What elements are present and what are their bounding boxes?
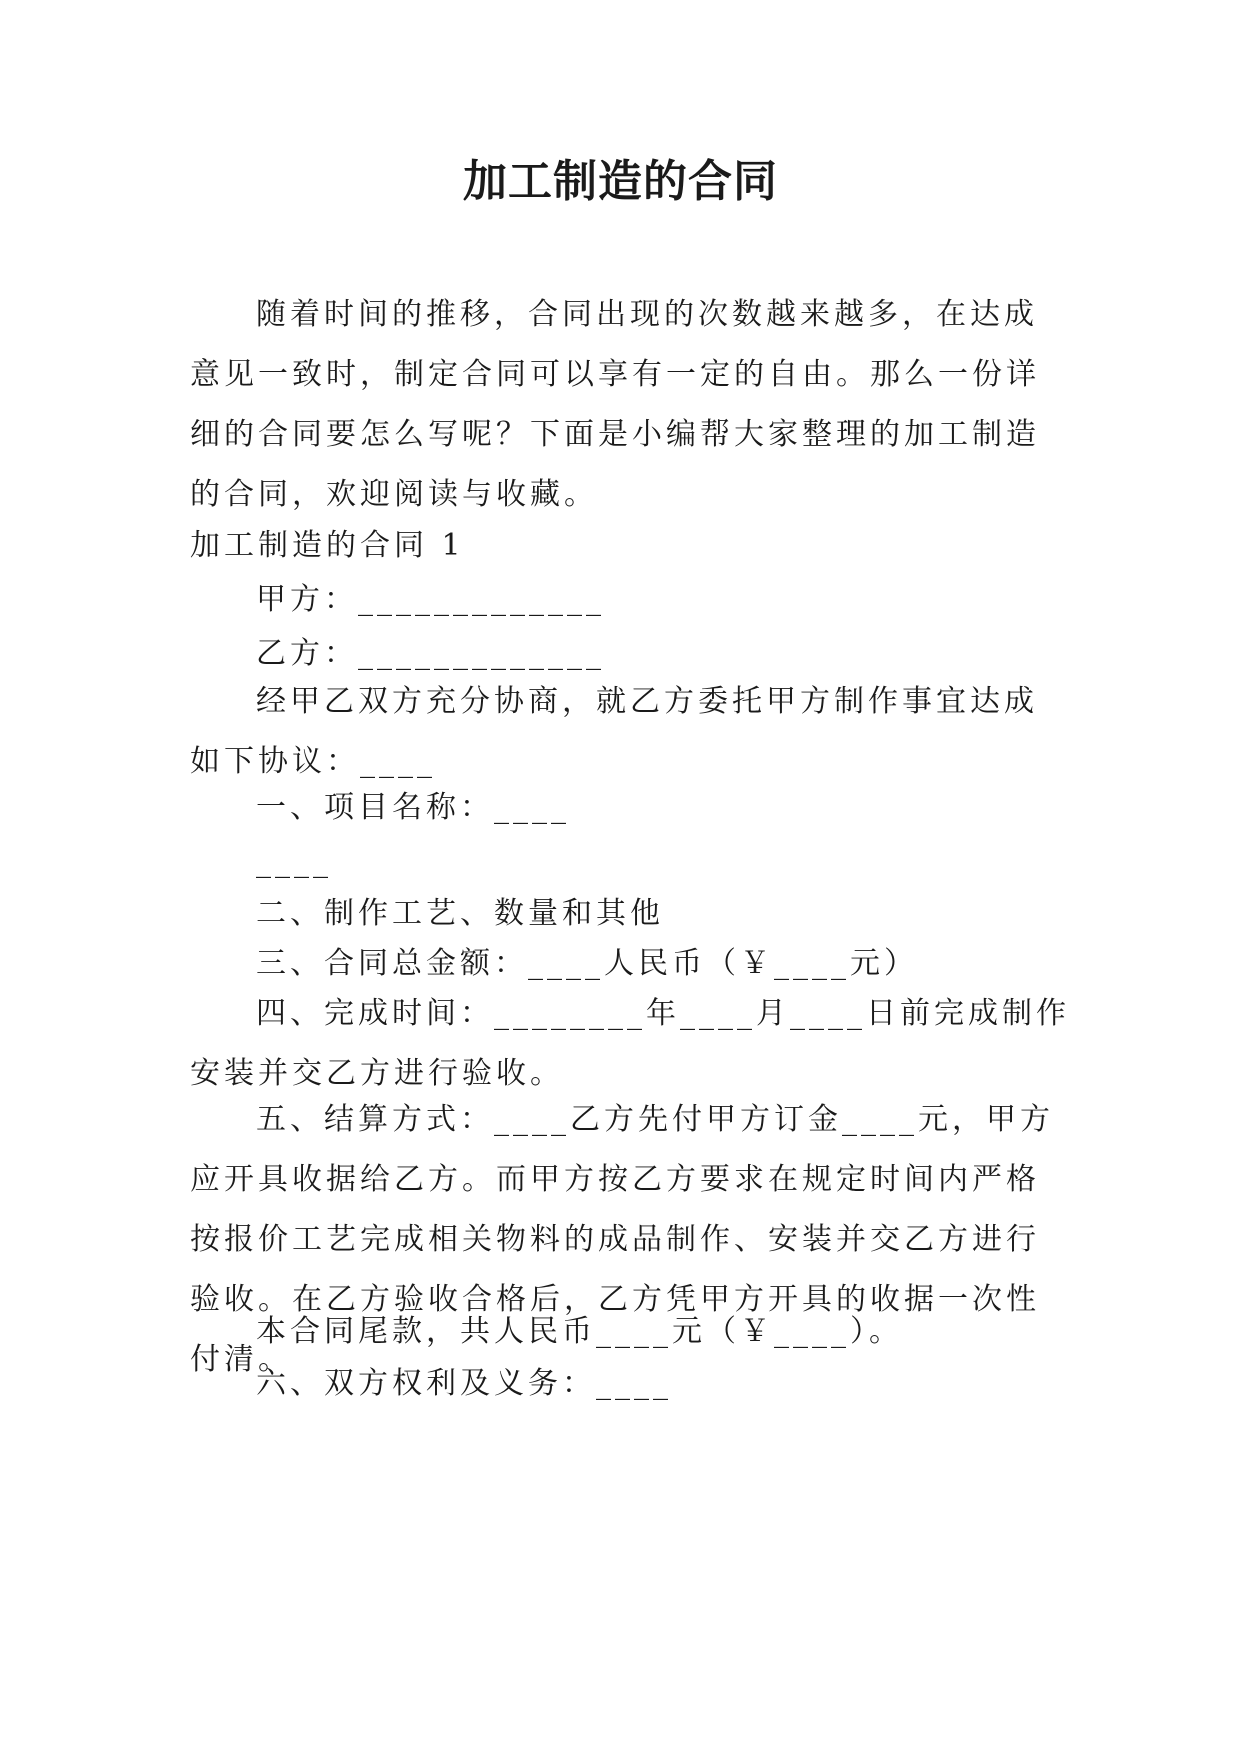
item-total-amount: 三、合同总金额：____人民币（￥____元） bbox=[256, 946, 918, 981]
item-settlement-method: 五、结算方式：____乙方先付甲方订金____元，甲方应开具收据给乙方。而甲方按乙方要求在规定时间内严格按报价工艺完成相关物料的成品制作、安装并交乙方进行验收。在乙方验收合格后，乙方凭甲方开具的收据一次性付清。 bbox=[190, 1102, 1054, 1377]
intro-paragraph: 随着时间的推移，合同出现的次数越来越多，在达成意见一致时，制定合同可以享有一定的自由。那么一份详细的合同要怎么写呢？下面是小编帮大家整理的加工制造的合同，欢迎阅读与收藏。 bbox=[190, 297, 1040, 512]
section-heading: 加工制造的合同 1 bbox=[190, 528, 465, 563]
item-rights-obligations: 六、双方权利及义务：____ bbox=[256, 1366, 672, 1401]
item-craft-quantity: 二、制作工艺、数量和其他 bbox=[256, 896, 664, 931]
agreement-intro-paragraph: 经甲乙双方充分协商，就乙方委托甲方制作事宜达成如下协议：____ bbox=[190, 684, 1038, 779]
balance-line: 本合同尾款，共人民币____元（￥____）。 bbox=[256, 1314, 903, 1349]
party-a-line: 甲方：_____________ bbox=[256, 582, 605, 617]
item-project-name: 一、项目名称：____ bbox=[256, 790, 570, 825]
item-project-name-blank: ____ bbox=[256, 844, 332, 879]
document-title: 加工制造的合同 bbox=[463, 156, 778, 207]
party-b-line: 乙方：_____________ bbox=[256, 636, 605, 671]
item-completion-time: 四、完成时间：________年____月____日前完成制作安装并交乙方进行验收。 bbox=[190, 996, 1070, 1091]
